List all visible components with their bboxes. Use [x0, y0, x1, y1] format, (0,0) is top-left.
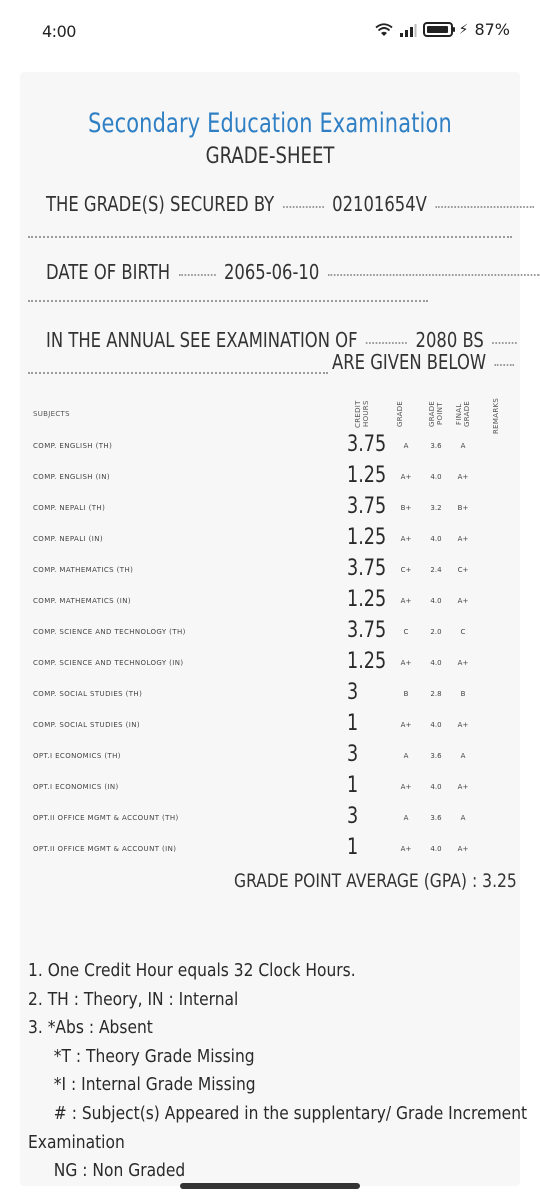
subject-cell: OPT.I ECONOMICS (IN)	[33, 783, 119, 791]
home-indicator[interactable]	[180, 1183, 360, 1189]
subject-cell: COMP. MATHEMATICS (IN)	[33, 597, 132, 605]
status-bar	[0, 0, 540, 64]
final-grade-cell: A+	[457, 535, 469, 543]
grade-cell: C+	[400, 566, 412, 574]
grade-cell: A	[403, 814, 409, 822]
dotted-divider	[28, 236, 512, 238]
subject-cell: OPT.II OFFICE MGMT & ACCOUNT (TH)	[33, 814, 179, 822]
credit-hours-cell: 1	[347, 835, 359, 860]
table-row	[20, 709, 520, 740]
note-item: # : Subject(s) Appeared in the supplentary/ Grade Increment	[53, 1102, 528, 1124]
final-grade-cell: A+	[457, 597, 469, 605]
grade-point-cell: 2.0	[430, 628, 442, 636]
subject-cell: COMP. SOCIAL STUDIES (TH)	[33, 690, 143, 698]
dotted-divider	[28, 372, 328, 374]
grade-cell: B	[403, 690, 409, 698]
subject-cell: COMP. NEPALI (IN)	[33, 535, 103, 543]
final-grade-cell: B+	[457, 504, 469, 512]
credit-hours-cell: 1	[347, 773, 359, 798]
col-subjects: SUBJECTS	[33, 410, 70, 418]
gpa-value: 3.25	[482, 870, 517, 892]
note-item: *T : Theory Grade Missing	[53, 1045, 255, 1067]
grade-cell: A+	[400, 535, 412, 543]
sheet-subtitle: GRADE-SHEET	[205, 144, 335, 169]
note-item: 1. One Credit Hour equals 32 Clock Hours.	[28, 960, 356, 981]
grade-cell: C	[403, 628, 409, 636]
final-grade-cell: A+	[457, 721, 469, 729]
table-row	[20, 678, 520, 709]
credit-hours-cell: 3	[347, 742, 359, 767]
gpa-label: GRADE POINT AVERAGE (GPA) :	[234, 870, 478, 892]
grade-point-cell: 4.0	[430, 845, 442, 853]
table-row	[20, 585, 520, 616]
grade-point-cell: 2.8	[430, 690, 442, 698]
exam-label: IN THE ANNUAL SEE EXAMINATION OF	[46, 328, 358, 352]
subject-cell: COMP. MATHEMATICS (TH)	[33, 566, 134, 574]
grade-point-cell: 2.4	[430, 566, 442, 574]
dotted-divider	[28, 300, 428, 302]
table-row	[20, 616, 520, 647]
final-grade-cell: A	[460, 442, 466, 450]
table-row	[20, 740, 520, 771]
given-below-line	[332, 350, 518, 374]
note-item: *I : Internal Grade Missing	[53, 1074, 256, 1096]
final-grade-cell: C+	[457, 566, 469, 574]
note-item: 2. TH : Theory, IN : Internal	[28, 988, 239, 1010]
signal-icon	[399, 23, 417, 37]
grade-sheet	[20, 72, 528, 1186]
final-grade-cell: C	[460, 628, 466, 636]
grade-point-cell: 4.0	[430, 535, 442, 543]
subject-cell: COMP. NEPALI (TH)	[33, 504, 106, 512]
gpa-line	[234, 870, 517, 892]
charging-bolt-icon: ⚡	[458, 21, 469, 38]
subject-cell: COMP. ENGLISH (IN)	[33, 473, 110, 481]
dob-label: DATE OF BIRTH	[46, 260, 171, 284]
symbol-number: 02101654V	[332, 192, 427, 216]
given-below: ARE GIVEN BELOW	[332, 350, 487, 374]
grade-point-cell: 4.0	[430, 473, 442, 481]
subject-cell: OPT.I ECONOMICS (TH)	[33, 752, 121, 760]
table-row	[20, 802, 520, 833]
final-grade-cell: A+	[457, 659, 469, 667]
table-row	[20, 833, 520, 864]
final-grade-cell: B	[460, 690, 466, 698]
credit-hours-cell: 1.25	[347, 587, 387, 612]
table-row	[20, 523, 520, 554]
subject-cell: COMP. SCIENCE AND TECHNOLOGY (TH)	[33, 628, 186, 636]
grade-point-cell: 4.0	[430, 597, 442, 605]
credit-hours-cell: 3	[347, 680, 359, 705]
credit-hours-cell: 1.25	[347, 525, 387, 550]
exam-line	[46, 328, 520, 352]
table-row	[20, 430, 520, 461]
credit-hours-cell: 3.75	[347, 432, 387, 457]
credit-hours-cell: 3	[347, 804, 359, 829]
col-remarks: REMARKS	[492, 397, 500, 434]
grade-cell: A+	[400, 659, 412, 667]
table-row	[20, 461, 520, 492]
col-grade-point: GRADE POINT	[428, 400, 444, 428]
subject-cell: COMP. SCIENCE AND TECHNOLOGY (IN)	[33, 659, 184, 667]
grade-cell: B+	[400, 504, 412, 512]
table-row	[20, 771, 520, 802]
final-grade-cell: A+	[457, 783, 469, 791]
grade-point-cell: 3.6	[430, 814, 442, 822]
subject-cell: COMP. ENGLISH (TH)	[33, 442, 113, 450]
grade-cell: A+	[400, 721, 412, 729]
status-time: 4:00	[42, 22, 76, 41]
col-grade: GRADE	[396, 400, 404, 428]
grade-cell: A+	[400, 597, 412, 605]
table-row	[20, 647, 520, 678]
grade-point-cell: 3.6	[430, 752, 442, 760]
grade-cell: A	[403, 442, 409, 450]
wifi-icon	[375, 23, 393, 37]
table-row	[20, 492, 520, 523]
credit-hours-cell: 1.25	[347, 649, 387, 674]
exam-title: Secondary Education Examination	[88, 108, 452, 139]
final-grade-cell: A+	[457, 845, 469, 853]
credit-hours-cell: 1	[347, 711, 359, 736]
col-credit-hours: CREDIT HOURS	[354, 400, 370, 428]
dob-line	[46, 260, 540, 284]
grade-cell: A	[403, 752, 409, 760]
credit-hours-cell: 3.75	[347, 494, 387, 519]
grade-cell: A+	[400, 473, 412, 481]
note-item: Examination	[28, 1131, 125, 1153]
secured-by-line	[46, 192, 537, 216]
grade-point-cell: 3.2	[430, 504, 442, 512]
note-item: 3. *Abs : Absent	[28, 1017, 153, 1039]
grade-point-cell: 4.0	[430, 721, 442, 729]
table-row	[20, 554, 520, 585]
exam-year: 2080 BS	[415, 328, 484, 352]
grade-point-cell: 3.6	[430, 442, 442, 450]
credit-hours-cell: 3.75	[347, 618, 387, 643]
notes	[28, 957, 528, 1186]
grade-cell: A+	[400, 783, 412, 791]
battery-icon	[423, 22, 453, 37]
grade-point-cell: 4.0	[430, 659, 442, 667]
grade-point-cell: 4.0	[430, 783, 442, 791]
credit-hours-cell: 3.75	[347, 556, 387, 581]
col-final-grade: FINAL GRADE	[455, 400, 471, 428]
final-grade-cell: A	[460, 752, 466, 760]
secured-by-label: THE GRADE(S) SECURED BY	[46, 192, 275, 216]
subject-cell: COMP. SOCIAL STUDIES (IN)	[33, 721, 140, 729]
grades-table	[20, 430, 520, 864]
final-grade-cell: A	[460, 814, 466, 822]
table-header	[20, 394, 520, 432]
note-item: NG : Non Graded	[53, 1160, 186, 1182]
subject-cell: OPT.II OFFICE MGMT & ACCOUNT (IN)	[33, 845, 177, 853]
battery-percent: 87%	[474, 20, 510, 39]
dob-value: 2065-06-10	[223, 260, 320, 284]
status-icons	[375, 20, 510, 39]
final-grade-cell: A+	[457, 473, 469, 481]
grade-cell: A+	[400, 845, 412, 853]
credit-hours-cell: 1.25	[347, 463, 387, 488]
